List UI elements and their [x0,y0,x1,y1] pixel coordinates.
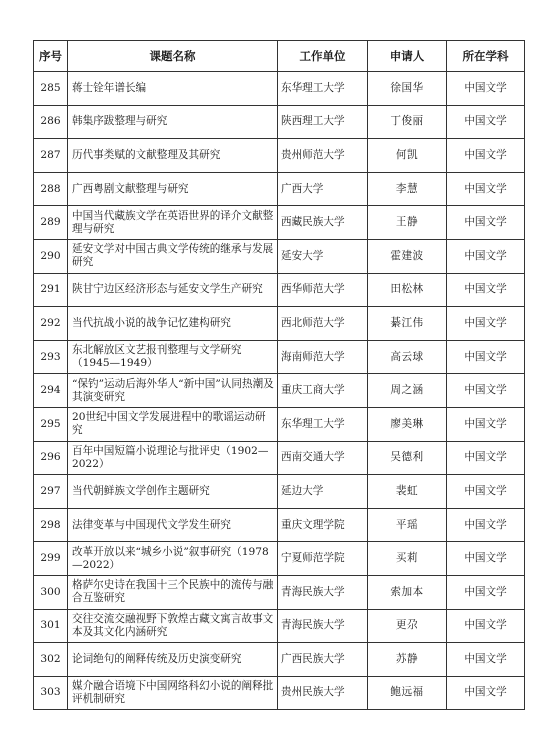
cell-work-unit: 西南交通大学 [278,441,368,475]
cell-work-unit: 陕西理工大学 [278,105,368,139]
cell-applicant: 徐国华 [368,72,447,106]
cell-project-title: 中国当代藏族文学在英语世界的译介文献整理与研究 [68,206,278,240]
cell-project-title: 历代事类赋的文献整理及其研究 [68,139,278,173]
table-row [34,374,525,408]
cell-applicant: 买莉 [368,542,447,576]
cell-discipline: 中国文学 [447,374,525,408]
cell-work-unit: 青海民族大学 [278,609,368,643]
cell-work-unit: 宁夏师范学院 [278,542,368,576]
cell-project-title: 当代朝鲜族文学创作主题研究 [68,475,278,509]
cell-discipline: 中国文学 [447,307,525,341]
project-table [33,40,525,710]
cell-work-unit: 广西民族大学 [278,643,368,677]
cell-applicant: 平瑶 [368,508,447,542]
cell-serial-number: 298 [34,508,68,542]
cell-serial-number: 297 [34,475,68,509]
table-row [34,475,525,509]
cell-work-unit: 重庆文理学院 [278,508,368,542]
cell-serial-number: 290 [34,239,68,273]
cell-discipline: 中国文学 [447,575,525,609]
cell-applicant: 裴虹 [368,475,447,509]
cell-work-unit: 青海民族大学 [278,575,368,609]
cell-discipline: 中国文学 [447,105,525,139]
cell-discipline: 中国文学 [447,643,525,677]
cell-project-title: 法律变革与中国现代文学发生研究 [68,508,278,542]
cell-applicant: 苏静 [368,643,447,677]
cell-project-title: 格萨尔史诗在我国十三个民族中的流传与融合互鉴研究 [68,575,278,609]
cell-discipline: 中国文学 [447,407,525,441]
table-row [34,172,525,206]
cell-serial-number: 296 [34,441,68,475]
cell-serial-number: 285 [34,72,68,106]
table-row [34,575,525,609]
cell-work-unit: 西北师范大学 [278,307,368,341]
header-work-unit: 工作单位 [278,41,368,72]
cell-project-title: 媒介融合语境下中国网络科幻小说的阐释批评机制研究 [68,676,278,710]
table-row [34,239,525,273]
header-applicant: 申请人 [368,41,447,72]
cell-discipline: 中国文学 [447,475,525,509]
table-row [34,609,525,643]
table-row [34,307,525,341]
cell-work-unit: 东华理工大学 [278,407,368,441]
cell-discipline: 中国文学 [447,139,525,173]
cell-discipline: 中国文学 [447,676,525,710]
cell-applicant: 高云球 [368,340,447,374]
cell-project-title: 百年中国短篇小说理论与批评史（1902—2022） [68,441,278,475]
table-row [34,508,525,542]
cell-work-unit: 延边大学 [278,475,368,509]
cell-applicant: 李慧 [368,172,447,206]
cell-serial-number: 291 [34,273,68,307]
cell-serial-number: 287 [34,139,68,173]
cell-serial-number: 303 [34,676,68,710]
header-project-title: 课题名称 [68,41,278,72]
cell-serial-number: 289 [34,206,68,240]
cell-discipline: 中国文学 [447,72,525,106]
header-discipline: 所在学科 [447,41,525,72]
table-row [34,676,525,710]
cell-discipline: 中国文学 [447,609,525,643]
cell-project-title: 东北解放区文艺报刊整理与文学研究（1945—1949） [68,340,278,374]
cell-applicant: 王静 [368,206,447,240]
cell-serial-number: 302 [34,643,68,677]
cell-work-unit: 贵州民族大学 [278,676,368,710]
table-row [34,206,525,240]
cell-project-title: “保钓”运动后海外华人“新中国”认同热潮及其演变研究 [68,374,278,408]
cell-applicant: 丁俊丽 [368,105,447,139]
table-row [34,643,525,677]
cell-applicant: 田松林 [368,273,447,307]
cell-applicant: 吴德利 [368,441,447,475]
table-row [34,441,525,475]
cell-project-title: 改革开放以来“城乡小说”叙事研究（1978—2022） [68,542,278,576]
cell-project-title: 交往交流交融视野下敦煌古藏文寓言故事文本及其文化内涵研究 [68,609,278,643]
cell-work-unit: 西藏民族大学 [278,206,368,240]
cell-serial-number: 299 [34,542,68,576]
cell-discipline: 中国文学 [447,508,525,542]
cell-applicant: 霍建波 [368,239,447,273]
table-row [34,105,525,139]
table-body [34,72,525,710]
cell-discipline: 中国文学 [447,542,525,576]
cell-project-title: 延安文学对中国古典文学传统的继承与发展研究 [68,239,278,273]
cell-serial-number: 292 [34,307,68,341]
cell-work-unit: 东华理工大学 [278,72,368,106]
cell-serial-number: 294 [34,374,68,408]
table-row [34,542,525,576]
table-row [34,273,525,307]
cell-work-unit: 延安大学 [278,239,368,273]
cell-serial-number: 288 [34,172,68,206]
cell-work-unit: 广西大学 [278,172,368,206]
cell-applicant: 鲍远福 [368,676,447,710]
cell-discipline: 中国文学 [447,441,525,475]
cell-applicant: 綦江伟 [368,307,447,341]
table-row [34,340,525,374]
cell-work-unit: 贵州师范大学 [278,139,368,173]
cell-project-title: 韩集序跋整理与研究 [68,105,278,139]
cell-discipline: 中国文学 [447,239,525,273]
cell-project-title: 20世纪中国文学发展进程中的歌谣运动研究 [68,407,278,441]
cell-project-title: 蒋士铨年谱长编 [68,72,278,106]
table-row [34,139,525,173]
cell-applicant: 何凯 [368,139,447,173]
table-row [34,72,525,106]
cell-work-unit: 海南师范大学 [278,340,368,374]
cell-work-unit: 重庆工商大学 [278,374,368,408]
cell-work-unit: 西华师范大学 [278,273,368,307]
cell-serial-number: 293 [34,340,68,374]
cell-discipline: 中国文学 [447,340,525,374]
table-row [34,407,525,441]
cell-serial-number: 286 [34,105,68,139]
header-serial-number: 序号 [34,41,68,72]
cell-serial-number: 295 [34,407,68,441]
cell-project-title: 广西粤剧文献整理与研究 [68,172,278,206]
cell-applicant: 周之涵 [368,374,447,408]
cell-discipline: 中国文学 [447,172,525,206]
table-header-row [34,41,525,72]
cell-discipline: 中国文学 [447,273,525,307]
cell-serial-number: 300 [34,575,68,609]
cell-project-title: 论词绝句的阐释传统及历史演变研究 [68,643,278,677]
project-list-sheet [33,40,524,710]
cell-project-title: 陕甘宁边区经济形态与延安文学生产研究 [68,273,278,307]
cell-applicant: 廖美琳 [368,407,447,441]
cell-applicant: 更尕 [368,609,447,643]
cell-applicant: 索加本 [368,575,447,609]
cell-project-title: 当代抗战小说的战争记忆建构研究 [68,307,278,341]
cell-discipline: 中国文学 [447,206,525,240]
cell-serial-number: 301 [34,609,68,643]
